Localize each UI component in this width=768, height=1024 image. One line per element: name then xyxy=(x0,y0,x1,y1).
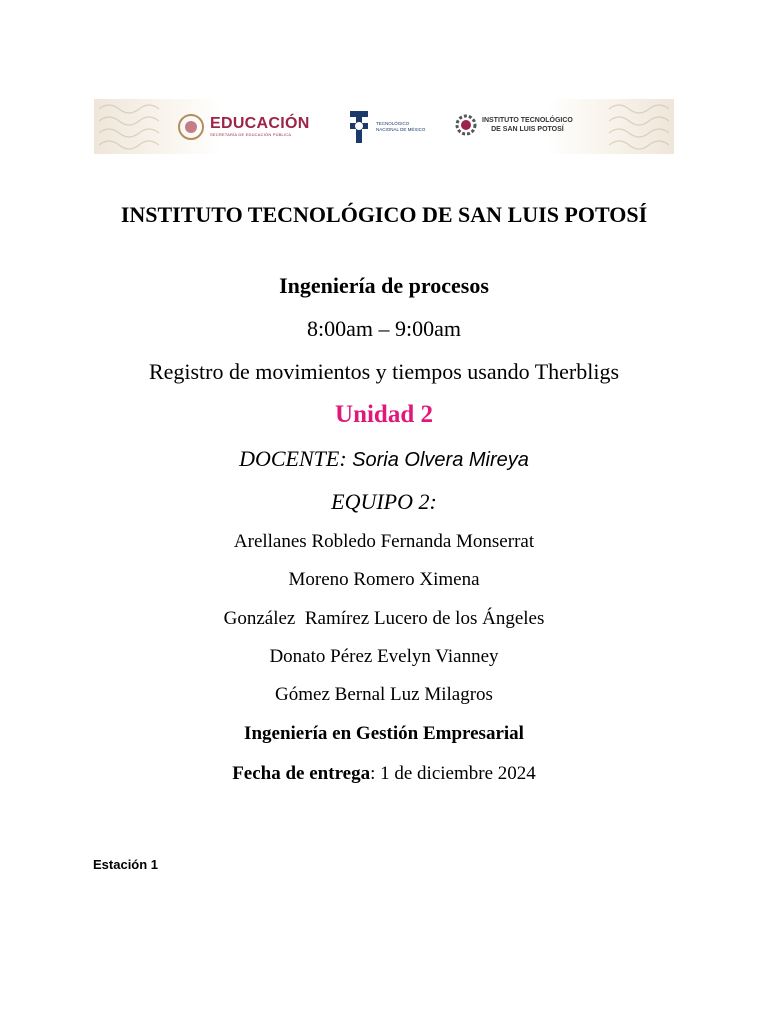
team-member: Gómez Bernal Luz Milagros xyxy=(275,684,493,705)
teacher-name: Soria Olvera Mireya xyxy=(352,449,529,471)
mexico-seal-icon xyxy=(178,114,204,140)
team-member: Donato Pérez Evelyn Vianney xyxy=(269,646,499,667)
delivery-label: Fecha de entrega xyxy=(232,763,371,784)
team-label: EQUIPO 2: xyxy=(331,489,437,514)
institution-title: INSTITUTO TECNOLÓGICO DE SAN LUIS POTOSÍ xyxy=(120,202,648,227)
class-schedule: 8:00am – 9:00am xyxy=(307,316,461,341)
team-member: González Ramírez Lucero de los Ángeles xyxy=(223,608,545,629)
team-member: Moreno Romero Ximena xyxy=(288,569,480,590)
subject-title: Ingeniería de procesos xyxy=(279,273,489,298)
delivery-value: : 1 de diciembre 2024 xyxy=(370,763,536,784)
tecnm-logo-line-2: NACIONAL DE MÉXICO xyxy=(376,127,426,132)
delivery-date xyxy=(0,763,768,785)
team-member: Arellanes Robledo Fernanda Monserrat xyxy=(233,531,535,552)
itslp-logo-line-2: DE SAN LUIS POTOSÍ xyxy=(491,126,564,133)
gear-logo-icon xyxy=(454,113,478,137)
career-name: Ingeniería en Gestión Empresarial xyxy=(244,723,524,744)
education-logo-subtitle: SECRETARÍA DE EDUCACIÓN PÚBLICA xyxy=(210,132,292,137)
itslp-logo xyxy=(454,113,573,137)
header-banner xyxy=(94,99,674,154)
tecnm-logo-line-1: TECNOLÓGICO xyxy=(376,121,410,126)
teacher-label: DOCENTE: xyxy=(239,446,353,471)
education-logo-name: EDUCACIÓN xyxy=(210,115,310,132)
tecnm-logo xyxy=(346,109,425,145)
decorative-pattern-right xyxy=(604,99,674,154)
itslp-logo-line-1: INSTITUTO TECNOLÓGICO xyxy=(482,117,573,124)
unit-heading: Unidad 2 xyxy=(335,401,433,428)
decorative-pattern-left xyxy=(94,99,164,154)
education-logo xyxy=(178,113,310,141)
station-heading: Estación 1 xyxy=(93,857,159,872)
tecnm-icon xyxy=(346,109,372,145)
assignment-topic: Registro de movimientos y tiempos usando Therbligs xyxy=(148,359,620,384)
teacher-line xyxy=(0,446,768,472)
